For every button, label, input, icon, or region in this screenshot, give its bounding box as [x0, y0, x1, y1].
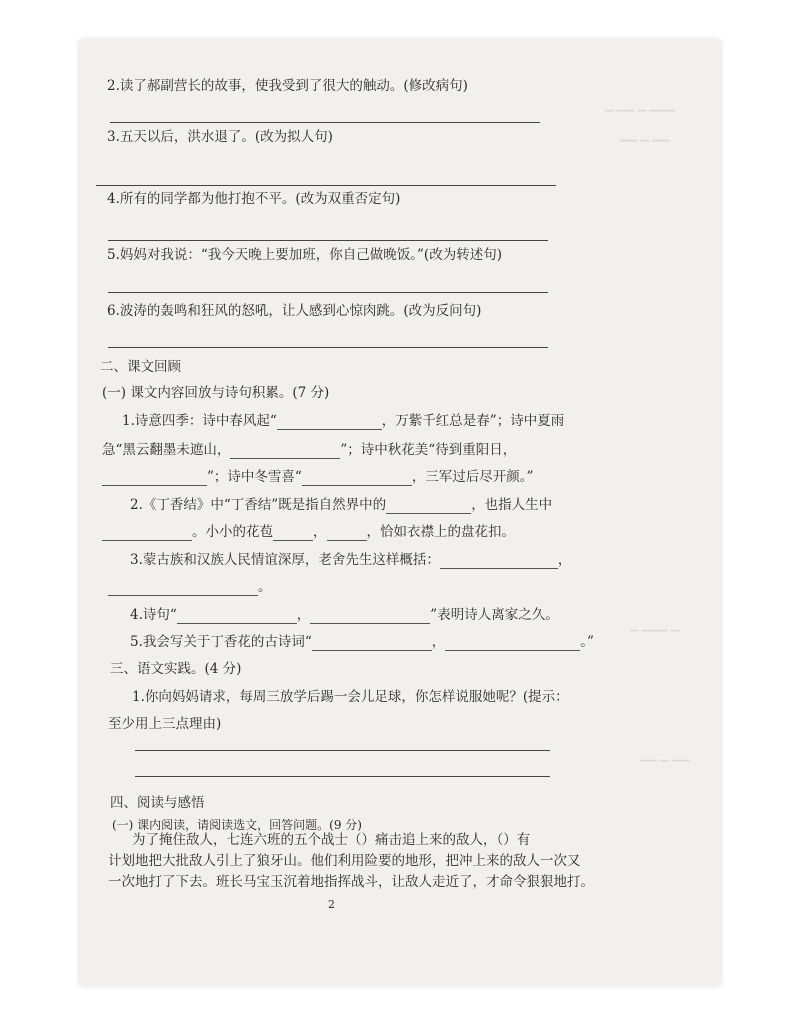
- blank-lilac-2[interactable]: [445, 636, 580, 651]
- poem-item-2-line1: 2.《丁香结》中“丁香结”既是指自然界中的 ，也指人生中: [130, 497, 553, 513]
- blank-bud-1[interactable]: [273, 526, 313, 541]
- question-6: 6.波涛的轰鸣和狂风的怒吼，让人感到心惊肉跳。(改为反问句): [107, 303, 482, 319]
- poem-item-1-line1: 1.诗意四季：诗中春风起“ ，万紫千红总是春”；诗中夏雨: [122, 413, 565, 429]
- question-2: 2.读了郝副营长的故事，使我受到了很大的触动。(修改病句): [107, 78, 468, 94]
- answer-line-practice-2[interactable]: [135, 776, 550, 777]
- poem-item-3-line1: 3.蒙古族和汉族人民情谊深厚，老舍先生这样概括： ，: [130, 552, 572, 568]
- poem-item-4: 4.诗句“ ， ”表明诗人离家之久。: [130, 607, 559, 623]
- bleed-through-texture: ▔▔ ▔ ▔▔: [620, 140, 670, 153]
- section-4-title: 四、阅读与感悟: [110, 795, 205, 811]
- question-4: 4.所有的同学都为他打抱不平。(改为双重否定句): [107, 191, 401, 207]
- answer-line-3[interactable]: [96, 185, 556, 186]
- section-4-sub1: (一) 课内阅读，请阅读选文，回答问题。(9 分): [112, 818, 362, 832]
- blank-life[interactable]: [102, 526, 192, 541]
- blank-autumn[interactable]: [102, 471, 207, 486]
- blank-laoshe-1[interactable]: [440, 554, 558, 569]
- poem-item-3-line2: 。: [108, 578, 272, 596]
- blank-lilac-1[interactable]: [312, 636, 432, 651]
- section-2-title: 二、课文回顾: [100, 359, 181, 375]
- blank-summer[interactable]: [230, 444, 340, 459]
- answer-line-2[interactable]: [110, 122, 540, 123]
- bleed-through-texture: ▔ ▔▔▔ ▔: [630, 630, 680, 643]
- answer-line-practice-1[interactable]: [135, 750, 550, 751]
- poem-item-1-line3: ”；诗中冬雪喜“ ，三军过后尽开颜。”: [102, 468, 533, 486]
- section-2-sub1: (一) 课文内容回放与诗句积累。(7 分): [102, 385, 330, 401]
- bleed-through-texture: ▔▔ ▔ ▔▔: [640, 760, 690, 773]
- exam-page: [80, 40, 720, 985]
- reading-paragraph-line1: 为了掩住敌人，七连六班的五个战士（）痛击追上来的敌人，（）有: [132, 832, 531, 848]
- blank-spring[interactable]: [277, 415, 382, 430]
- practice-question-1-cont: 至少用上三点理由): [108, 716, 222, 732]
- answer-line-5[interactable]: [108, 292, 548, 293]
- answer-line-4[interactable]: [108, 240, 548, 241]
- section-3-title: 三、语文实践。(4 分): [110, 661, 242, 677]
- blank-laoshe-2[interactable]: [108, 581, 258, 596]
- poem-item-5: 5.我会写关于丁香花的古诗词“ ， 。”: [130, 634, 594, 650]
- reading-paragraph-line2: 计划地把大批敌人引上了狼牙山。他们利用险要的地形，把冲上来的敌人一次又: [108, 853, 581, 869]
- blank-winter[interactable]: [302, 471, 412, 486]
- page-number: 2: [328, 898, 335, 911]
- blank-nature[interactable]: [386, 499, 471, 514]
- question-5: 5.妈妈对我说：“我今天晚上要加班，你自己做晚饭。”(改为转述句): [107, 247, 502, 263]
- blank-verse-2[interactable]: [310, 609, 430, 624]
- poem-item-2-line2: 。小小的花苞 ， ，恰如衣襟上的盘花扣。: [102, 523, 515, 541]
- bleed-through-texture: ▔ ▔▔ ▔ ▔▔▔: [605, 110, 675, 123]
- answer-line-6[interactable]: [108, 347, 548, 348]
- poem-item-1-line2: 急“黑云翻墨未遮山， ”；诗中秋花美“待到重阳日，: [102, 442, 517, 458]
- practice-question-1: 1.你向妈妈请求，每周三放学后踢一会儿足球，你怎样说服她呢？(提示：: [132, 689, 569, 705]
- question-3: 3.五天以后，洪水退了。(改为拟人句): [107, 129, 333, 145]
- blank-verse-1[interactable]: [177, 609, 297, 624]
- blank-bud-2[interactable]: [327, 526, 367, 541]
- reading-paragraph-line3: 一次地打了下去。班长马宝玉沉着地指挥战斗，让敌人走近了，才命令狠狠地打。: [108, 874, 594, 890]
